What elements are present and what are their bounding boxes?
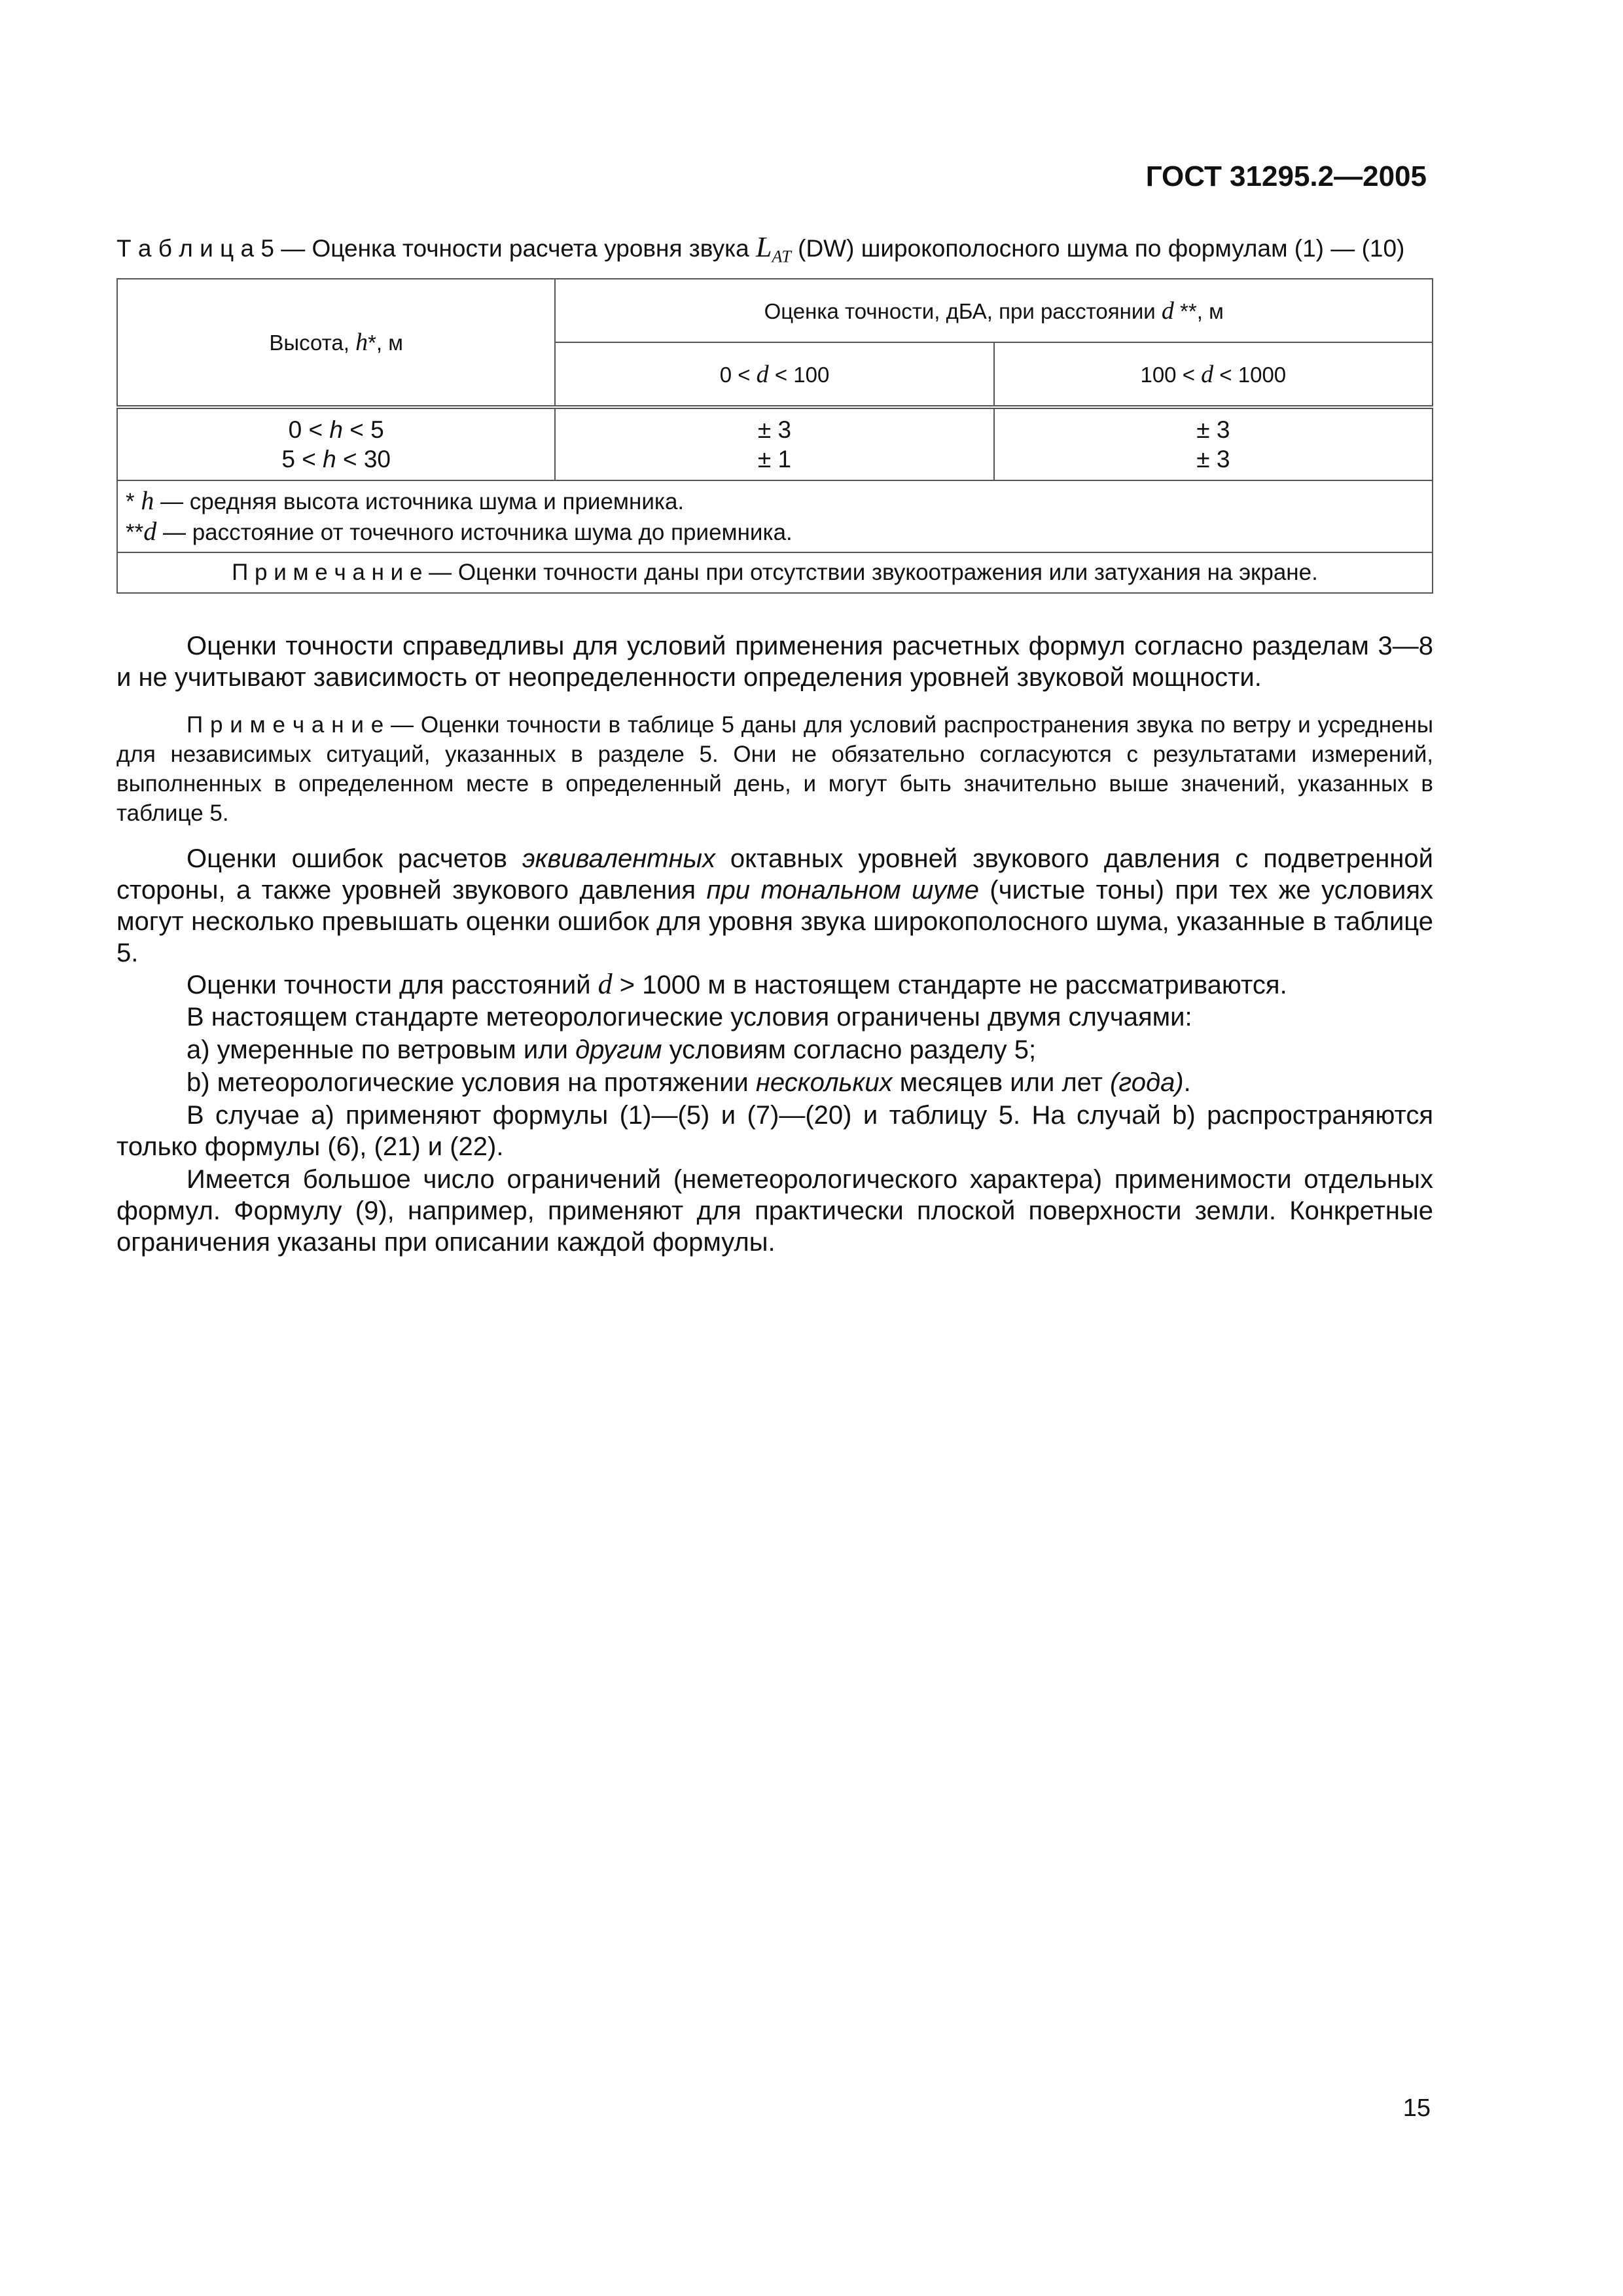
table-footnotes: [117, 480, 1433, 552]
caption-symbol: L: [755, 231, 772, 263]
list-item-a: а) умеренные по ветровым или другим условиям согласно разделу 5;: [187, 1035, 1037, 1064]
table-value: ± 1: [757, 446, 792, 473]
note-paragraph: П р и м е ч а н и е — Оценки точности в таблице 5 даны для условий распространения звука по ветру и усреднены для независимых ситуаций, указанных в разделе 5. Они не обязательно согласуются с результатами измерений, выполненных в определенном месте в определенный день, и могут быть значительно выше значений, указанных в таблице 5.: [116, 712, 1433, 826]
standard-header: ГОСТ 31295.2—2005: [1145, 160, 1427, 192]
header-accuracy: Оценка точности, дБА, при расстоянии d **, м: [555, 279, 1433, 342]
accuracy-table: [116, 278, 1433, 594]
header-range-2: 100 < d < 1000: [994, 342, 1433, 407]
caption-label: Т а б л и ц а: [116, 235, 255, 262]
footnote-h: * h — средняя высота источника шума и приемника.: [126, 486, 685, 515]
caption-subscript: AT: [772, 247, 791, 266]
header-height: Высота, h*, м: [117, 279, 555, 407]
paragraph-error-estimates: Оценки ошибок расчетов эквивалентных октавных уровней звукового давления с подветренной стороны, а также уровней звукового давления при тональном шуме (чистые тоны) при тех же условиях могут несколько превышать оценки ошибок для уровня звука широкополосного шума, указанные в таблице 5.: [116, 844, 1433, 967]
height-row-2: 5 < h < 30: [281, 446, 391, 473]
table-value: ± 3: [1196, 416, 1230, 443]
paragraph-formula-limits: Имеется большое число ограничений (неметеорологического характера) применимости отдельных формул. Формулу (9), например, применяют для практически плоской поверхности земли. Конкретные ограничения указаны при описании каждой формулы.: [116, 1165, 1433, 1257]
height-cell: [117, 407, 555, 480]
footnote-d: **d — расстояние от точечного источника шума до приемника.: [126, 516, 793, 546]
range1-values-cell: [555, 407, 993, 480]
paragraph-meteo-conditions: В настоящем стандарте метеорологические условия ограничены двумя случаями:: [187, 1003, 1192, 1031]
paragraph-distance-limit: Оценки точности для расстояний d > 1000 м в настоящем стандарте не рассматриваются.: [187, 968, 1287, 1000]
header-range-1: 0 < d < 100: [555, 342, 993, 407]
table-value: ± 3: [757, 416, 792, 443]
table-value: ± 3: [1196, 446, 1230, 473]
caption-text-post: (DW) широкополосного шума по формулам (1) — (10): [791, 235, 1405, 262]
range2-values-cell: [994, 407, 1433, 480]
list-item-b: b) метеорологические условия на протяжении нескольких месяцев или лет (года).: [187, 1068, 1191, 1097]
table-note: П р и м е ч а н и е — Оценки точности даны при отсутствии звукоотражения или затухания на экране.: [117, 552, 1433, 593]
table-caption: [116, 230, 1404, 266]
paragraph-accuracy-validity: Оценки точности справедливы для условий применения расчетных формул согласно разделам 3—8 и не учитывают зависимость от неопределенности определения уровней звуковой мощности.: [116, 632, 1433, 692]
height-row-1: 0 < h < 5: [288, 416, 384, 443]
paragraph-formula-cases: В случае а) применяют формулы (1)—(5) и (7)—(20) и таблицу 5. На случай b) распространяются только формулы (6), (21) и (22).: [116, 1101, 1433, 1161]
page-number: 15: [1402, 2094, 1431, 2122]
caption-text-pre: 5 — Оценка точности расчета уровня звука: [254, 235, 756, 262]
